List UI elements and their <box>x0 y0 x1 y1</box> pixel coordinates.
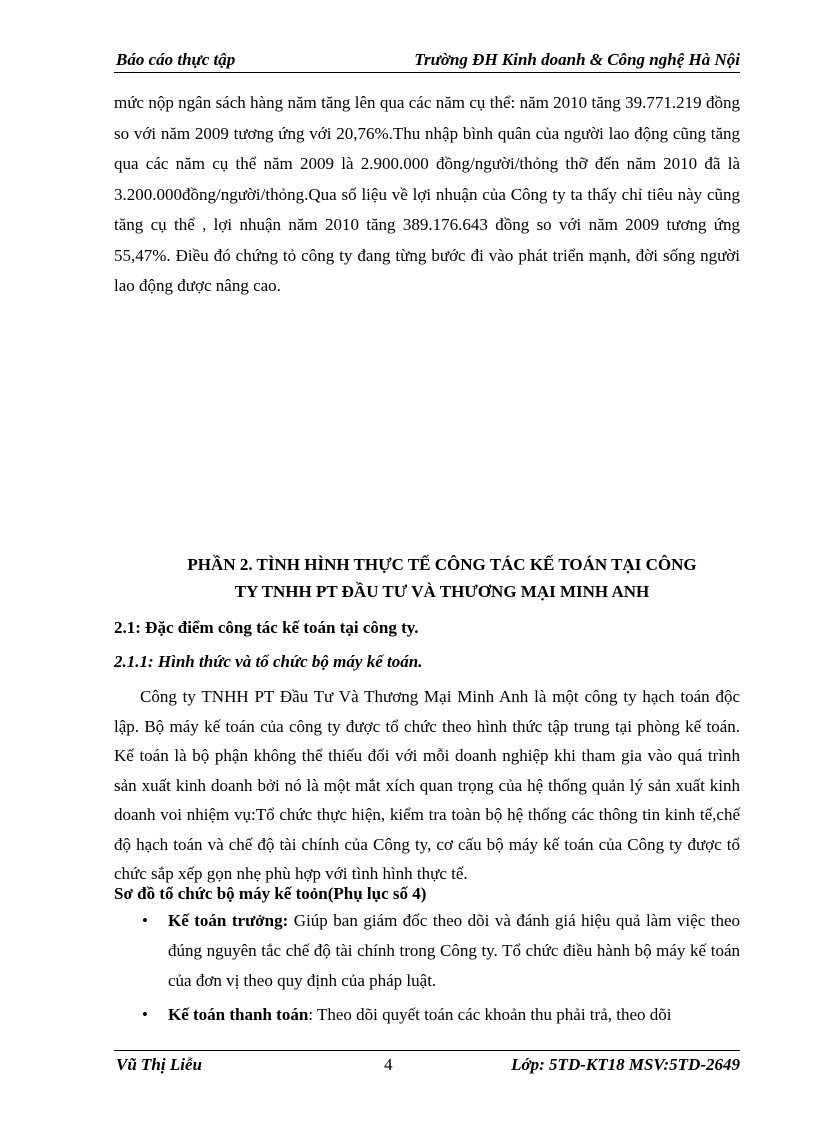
role-term: Kế toán trưởng: <box>168 911 289 930</box>
footer-author: Vũ Thị Liễu <box>116 1055 202 1074</box>
bullet-icon: • <box>142 911 148 930</box>
role-description: Giúp ban giám đốc theo dõi và đánh giá hiệu quả làm việc theo đúng nguyên tắc chế độ tài chính trong Công ty. Tổ chức điều hành bộ máy kế toán của đơn vị theo quy định của pháp luật. <box>168 911 740 990</box>
list-item <box>114 1000 740 1030</box>
section-heading-2-1-1: 2.1.1: Hình thức và tổ chức bộ máy kế toán. <box>114 652 423 671</box>
page-footer <box>114 1050 740 1077</box>
part-title-line-2: TY TNHH PT ĐẦU TƯ VÀ THƯƠNG MẠI MINH ANH <box>234 582 650 601</box>
role-description: : Theo dõi quyết toán các khoản thu phải trả, theo dõi <box>308 1005 672 1024</box>
page-header <box>114 48 740 73</box>
header-report-title: Báo cáo thực tập <box>116 50 236 69</box>
page-number: 4 <box>384 1055 393 1074</box>
footer-class-info: Lớp: 5TD-KT18 MSV:5TD-2649 <box>511 1055 740 1074</box>
part-title-line-1: PHẦN 2. TÌNH HÌNH THỰC TẾ CÔNG TÁC KẾ TOÁN TẠI CÔNG <box>187 555 697 574</box>
role-list <box>114 906 740 1034</box>
header-university: Trường ĐH Kinh doanh & Công nghệ Hà Nội <box>414 50 740 69</box>
paragraph-accounting-organization: Công ty TNHH PT Đầu Tư Và Thương Mại Minh Anh là một công ty hạch toán độc lập. Bộ máy kế toán của công ty được tổ chức theo hình thức tập trung tại phòng kế toán. Kế toán là bộ phận không thể thiếu đối với mỗi doanh nghiệp khi tham gia vào quá trình sản xuất kinh doanh bởi nó là một mắt xích quan trọng của hệ thống quản lý sản xuất kinh doanh voi nhiệm vụ:Tổ chức thực hiện, kiểm tra toàn bộ hệ thống các thông tin kinh tế,chế độ hạch toán và chế độ tài chính của Công ty, cơ cấu bộ máy kế toán của Công ty được tổ chức sắp xếp gọn nhẹ phù hợp với tình hình thực tế. <box>114 687 740 883</box>
bullet-icon: • <box>142 1005 148 1024</box>
part-title <box>114 551 740 605</box>
list-item <box>114 906 740 996</box>
section-heading-2-1: 2.1: Đặc điểm công tác kế toán tại công ty. <box>114 618 419 637</box>
role-term: Kế toán thanh toán <box>168 1005 309 1024</box>
paragraph-financial-summary: mức nộp ngân sách hàng năm tăng lên qua các năm cụ thể: năm 2010 tăng 39.771.219 đồng so với năm 2009 tương ứng với 20,76%.Thu nhập bình quân của người lao động cũng tăng qua các năm cụ thể năm 2009 là 2.900.000 đồng/người/thỏng thỡ đến năm 2010 đã là 3.200.000đồng/người/thỏng.Qua số liệu về lợi nhuận của Công ty ta thấy chỉ tiêu này cũng tăng cụ thể , lợi nhuận năm 2010 tăng 389.176.643 đồng so với năm 2009 tương ứng 55,47%. Điều đó chứng tỏ công ty đang từng bước đi vào phát triển mạnh, đời sống người lao động được nâng cao. <box>114 93 740 295</box>
diagram-heading: Sơ đồ tổ chức bộ máy kế toỏn(Phụ lục số 4) <box>114 884 427 903</box>
